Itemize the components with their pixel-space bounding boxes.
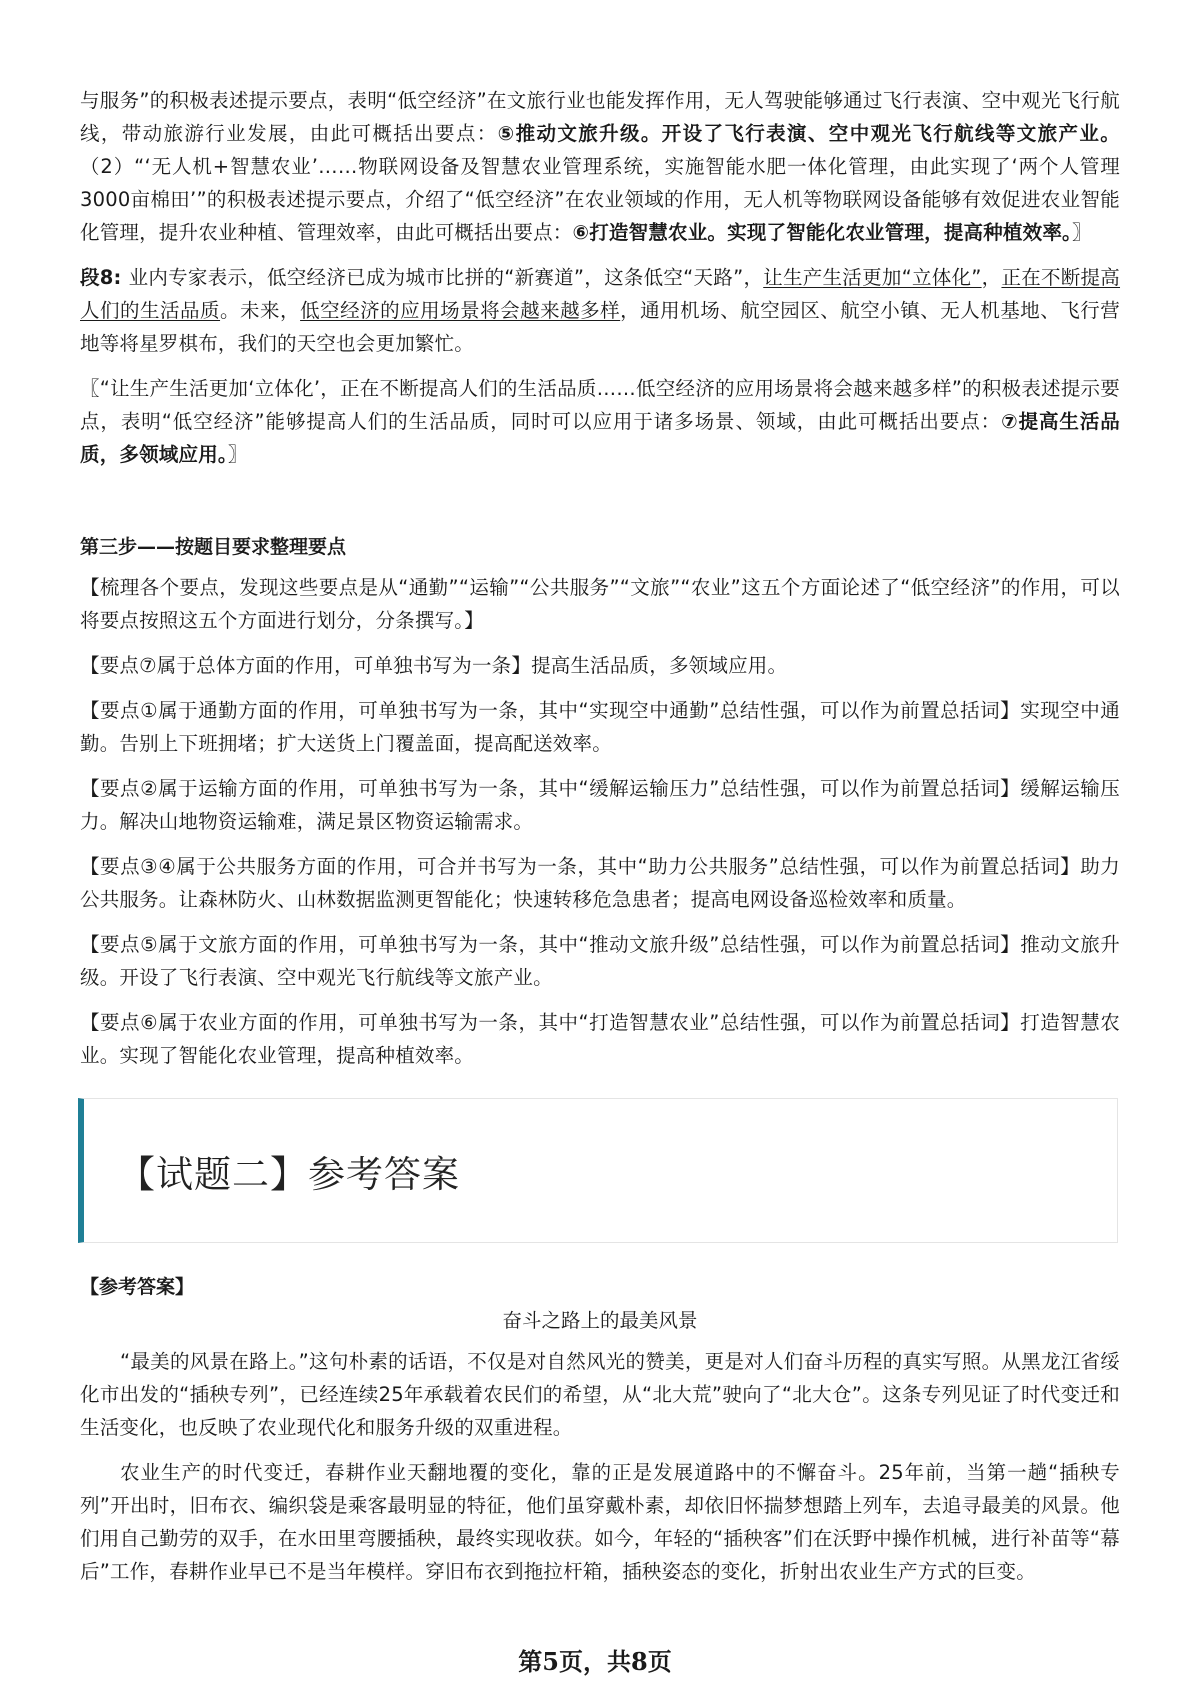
step3-title: 第三步——按题目要求整理要点 <box>80 536 347 558</box>
text: ， <box>981 266 1002 289</box>
underlined-text: 低空经济的应用场景将会越来越多样 <box>300 299 621 322</box>
text: ，通用机场、航空园区、航空小镇、无人机基地、飞行营地等将星罗棋布，我们的天空也会更加繁忙。 <box>80 299 1120 355</box>
section-header-box <box>78 1098 1118 1243</box>
text: 〗 <box>1071 221 1092 244</box>
analysis-paragraph-1 <box>80 84 1120 249</box>
analysis-paragraph-2 <box>80 372 1120 471</box>
text: 业内专家表示，低空经济已成为城市比拼的“新赛道”，这条低空“天路”， <box>128 266 764 289</box>
text: 。未来， <box>220 299 301 322</box>
key-point-7: ⑦提高生活品质，多领域应用。 <box>80 410 1120 466</box>
key-point-5: ⑤推动文旅升级。开设了飞行表演、空中观光飞行航线等文旅产业。 <box>497 122 1120 145</box>
step3-item: 【要点⑥属于农业方面的作用，可单独书写为一条，其中“打造智慧农业”总结性强，可以作为前置总括词】打造智慧农业。实现了智能化农业管理，提高种植效率。 <box>80 1011 1120 1067</box>
step3-item: 【要点①属于通勤方面的作用，可单独书写为一条，其中“实现空中通勤”总结性强，可以作为前置总括词】实现空中通勤。告别上下班拥堵；扩大送货上门覆盖面，提高配送效率。 <box>80 699 1120 755</box>
step3-item: 【要点⑦属于总体方面的作用，可单独书写为一条】提高生活品质，多领域应用。 <box>80 654 788 677</box>
section-title: 【试题二】参考答案 <box>118 1153 460 1196</box>
step3-item: 【要点②属于运输方面的作用，可单独书写为一条，其中“缓解运输压力”总结性强，可以作为前置总括词】缓解运输压力。解决山地物资运输难，满足景区物资运输需求。 <box>80 777 1120 833</box>
essay-paragraph: 农业生产的时代变迁，春耕作业天翻地覆的变化，靠的正是发展道路中的不懈奋斗。25年前，当第一趟“插秧专列”开出时，旧布衣、编织袋是乘客最明显的特征，他们虽穿戴朴素，却依旧怀揣梦想踏上列车，去追寻最美的风景。他们用自己勤劳的双手，在水田里弯腰插秧，最终实现收获。如今，年轻的“插秧客”们在沃野中操作机械，进行补苗等“幕后”工作，春耕作业早已不是当年模样。穿旧布衣到拖拉杆箱，插秧姿态的变化，折射出农业生产方式的巨变。 <box>80 1461 1120 1583</box>
page-content <box>80 84 1120 1600</box>
essay-paragraph: “最美的风景在路上。”这句朴素的话语，不仅是对自然风光的赞美，更是对人们奋斗历程的真实写照。从黑龙江省绥化市出发的“插秧专列”，已经连续25年承载着农民们的希望，从“北大荒”驶向了“北大仓”。这条专列见证了时代变迁和生活变化，也反映了农业现代化和服务升级的双重进程。 <box>80 1350 1120 1439</box>
step3-item: 【要点③④属于公共服务方面的作用，可合并书写为一条，其中“助力公共服务”总结性强，可以作为前置总括词】助力公共服务。让森林防火、山林数据监测更智能化；快速转移危急患者；提高电网设备巡检效率和质量。 <box>80 855 1120 911</box>
step3-item: 【梳理各个要点，发现这些要点是从“通勤”“运输”“公共服务”“文旅”“农业”这五个方面论述了“低空经济”的作用，可以将要点按照这五个方面进行划分，分条撰写。】 <box>80 576 1120 632</box>
page-footer: 第5页，共8页 <box>518 1647 672 1676</box>
paragraph-label: 段8: <box>80 266 129 289</box>
key-point-6: ⑥打造智慧农业。实现了智能化农业管理，提高种植效率。 <box>572 221 1072 244</box>
essay-title: 奋斗之路上的最美风景 <box>502 1309 698 1332</box>
text: 〖“让生产生活更加‘立体化’，正在不断提高人们的生活品质……低空经济的应用场景将会越来越多样”的积极表述提示要点，表明“低空经济”能够提高人们的生活品质，同时可以应用于诸多场景、领域，由此可概括出要点： <box>80 377 1120 433</box>
text: 与服务”的积极表述提示要点，表明“低空经济”在文旅行业也能发挥作用，无人驾驶能够通过飞行表演、空中观光飞行航线，带动旅游行业发展，由此可概括出要点： <box>80 89 1120 145</box>
underlined-text: 正在不断提高人们的生活品质 <box>80 266 1121 322</box>
text: （2）“‘无人机+智慧农业’……物联网设备及智慧农业管理系统，实施智能水肥一体化管理，由此实现了‘两个人管理3000亩棉田’”的积极表述提示要点，介绍了“低空经济”在农业领域的作用，无人机等物联网设备能够有效促进农业智能化管理，提升农业种植、管理效率，由此可概括出要点： <box>80 155 1120 244</box>
answer-label: 【参考答案】 <box>80 1276 195 1298</box>
source-paragraph-8 <box>80 261 1120 360</box>
underlined-text: 让生产生活更加“立体化” <box>763 266 982 289</box>
step3-item: 【要点⑤属于文旅方面的作用，可单独书写为一条，其中“推动文旅升级”总结性强，可以作为前置总括词】推动文旅升级。开设了飞行表演、空中观光飞行航线等文旅产业。 <box>80 933 1120 989</box>
text: 〗 <box>227 443 248 466</box>
